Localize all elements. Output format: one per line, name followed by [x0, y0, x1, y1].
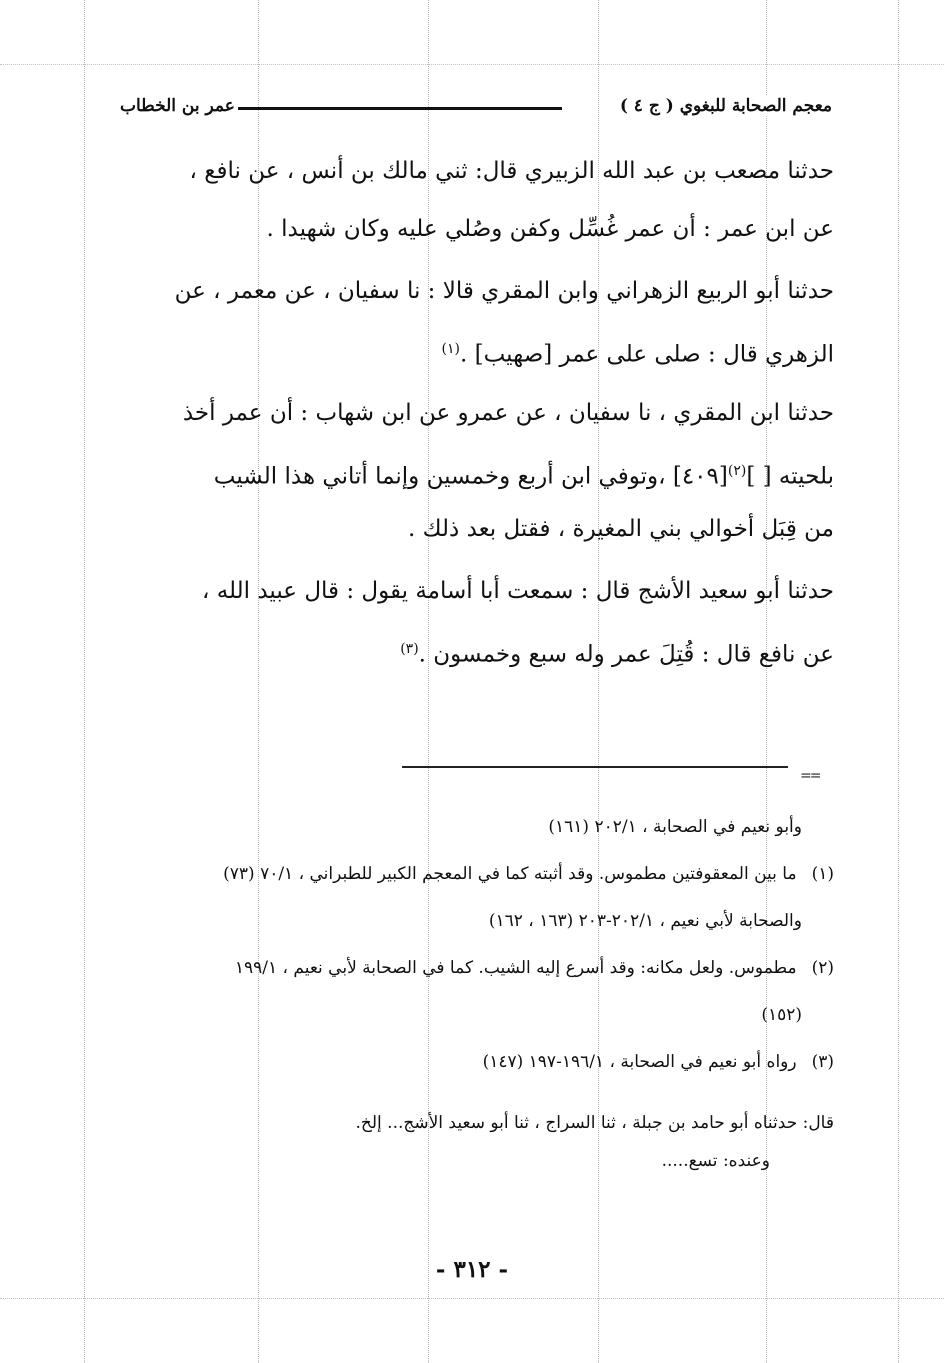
scan-grid-line — [0, 1298, 944, 1299]
scan-grid-line — [0, 64, 944, 65]
hadith-paragraph-2 — [118, 262, 834, 378]
text-line — [118, 320, 834, 378]
note-text: وعنده: تسع..... — [661, 1151, 770, 1171]
note-line — [118, 1142, 834, 1180]
scan-grid-line — [898, 0, 899, 1363]
footnote-1 — [118, 851, 834, 898]
text-segment: [٤٠٩] ،وتوفي ابن أربع وخمسين وإنما أتاني هذا الشيب — [213, 463, 728, 490]
footnote-ref: (١) — [441, 341, 460, 357]
footnote-3 — [118, 1039, 834, 1086]
footnote-continuation — [118, 804, 834, 851]
footnote-ref: (٣) — [400, 641, 419, 657]
text-line: حدثنا أبو الربيع الزهراني وابن المقري قالا : نا سفيان ، عن معمر ، عن — [174, 278, 834, 304]
note-line: قال: حدثناه أبو حامد بن جبلة ، ثنا السراج ، ثنا أبو سعيد الأشج... إلخ. — [355, 1113, 834, 1133]
hadith-paragraph-3 — [118, 384, 834, 558]
footnote-text: والصحابة لأبي نعيم ، ٢٠٢/١-٢٠٣ (١٦٣ ، ١٦٢) — [488, 911, 802, 931]
footnote-number: (٣) — [811, 1052, 834, 1072]
page-number: - ٣١٢ - — [435, 1256, 509, 1283]
text-segment: الزهري قال : صلى على عمر [صهيب] . — [460, 341, 834, 368]
text-line — [118, 442, 834, 500]
hadith-paragraph-1 — [118, 142, 834, 258]
footnotes — [118, 804, 834, 1086]
book-title: معجم الصحابة للبغوي ( ج ٤ ) — [619, 96, 832, 116]
footnote-text: مطموس. ولعل مكانه: وقد أسرع إليه الشيب. كما في الصحابة لأبي نعيم ، ١٩٩/١ — [234, 958, 797, 978]
text-line: عن ابن عمر : أن عمر غُسِّل وكفن وصُلي عليه وكان شهيدا . — [266, 216, 834, 242]
hadith-paragraph-4 — [118, 562, 834, 678]
text-line: حدثنا مصعب بن عبد الله الزبيري قال: ثني مالك بن أنس ، عن نافع ، — [189, 158, 834, 184]
footnote-text: وأبو نعيم في الصحابة ، ٢٠٢/١ (١٦١) — [548, 817, 802, 837]
header-rule — [238, 107, 562, 110]
footnote-2-cont — [118, 992, 834, 1039]
footnote-text: رواه أبو نعيم في الصحابة ، ١٩٦/١-١٩٧ (١٤٧) — [482, 1052, 797, 1072]
text-line: حدثنا ابن المقري ، نا سفيان ، عن عمرو عن ابن شهاب : أن عمر أخذ — [182, 400, 834, 426]
extra-note — [118, 1104, 834, 1180]
running-header — [120, 96, 832, 122]
text-segment: بلحيته [ ] — [746, 463, 834, 490]
footnote-2 — [118, 945, 834, 992]
text-line — [118, 620, 834, 678]
section-title: عمر بن الخطاب — [120, 96, 235, 116]
footnote-text: ما بين المعقوفتين مطموس. وقد أثبته كما في المعجم الكبير للطبراني ، ٧٠/١ (٧٣) — [223, 864, 797, 884]
footnote-number: (٢) — [811, 958, 834, 978]
text-line: من قِبَل أخوالي بني المغيرة ، فقتل بعد ذلك . — [408, 516, 834, 542]
footnote-number: (١) — [811, 864, 834, 884]
text-segment: عن نافع قال : قُتِلَ عمر وله سبع وخمسون . — [418, 641, 834, 668]
text-line: حدثنا أبو سعيد الأشج قال : سمعت أبا أسامة يقول : قال عبيد الله ، — [201, 578, 834, 604]
footnote-text: (١٥٢) — [761, 1005, 802, 1025]
scan-grid-line — [84, 0, 85, 1363]
footnote-1-cont — [118, 898, 834, 945]
footnote-ref: (٢) — [727, 463, 747, 479]
separator-mark: == — [800, 768, 820, 784]
footnote-separator — [402, 766, 788, 768]
